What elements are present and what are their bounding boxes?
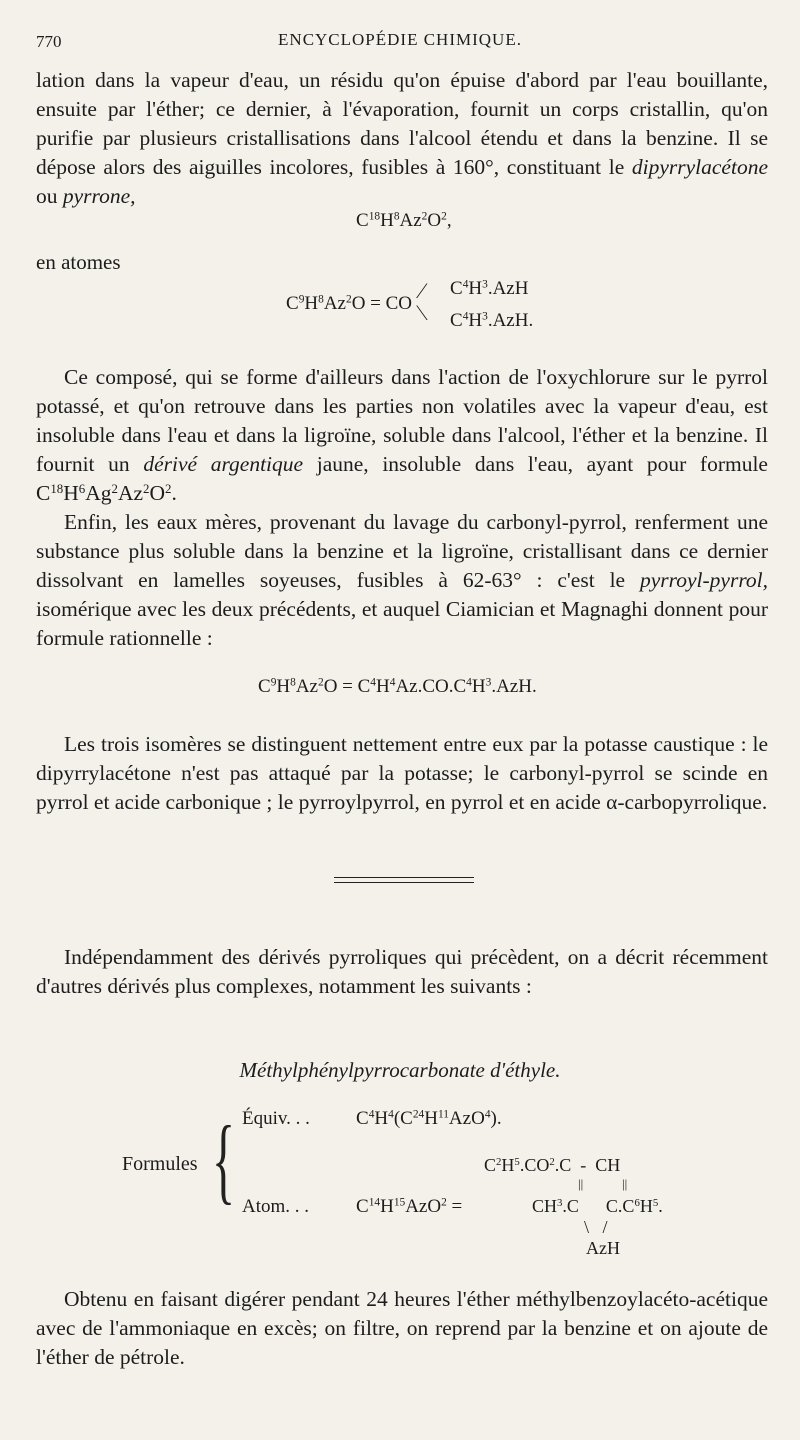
formules-label: Formules — [122, 1153, 198, 1175]
paragraph-6-text: Obtenu en faisant digérer pendant 24 heures l'éther méthylbenzoylacéto-acétique avec de l'ammoniaque en excès; on filtre, on reprend par la benzine et on ajoute de l'éther de pétrole. — [36, 1287, 768, 1369]
formula-equiv-pyrrone: $C^{18}H^8Az^2O^2$, — [356, 210, 452, 231]
section-title: Méthylphénylpyrrocarbonate d'éthyle. — [239, 1058, 561, 1082]
paragraph-1-mid: ou — [36, 184, 63, 208]
formula-atom-pyrrone-top: $C^4H^3.AzH$ — [450, 278, 529, 299]
running-title: ENCYCLOPÉDIE CHIMIQUE. — [278, 30, 522, 49]
paragraph-1 — [36, 66, 768, 211]
separator-rule-top — [334, 877, 474, 878]
struct-double-bond-left: || — [578, 1176, 584, 1191]
formules-brace: { — [212, 1106, 236, 1213]
term-pyrroyl-pyrrol: pyrroyl-pyrrol, — [640, 568, 768, 592]
struct-top-line: $C^2H^5.CO^2.C$ - CH — [484, 1155, 621, 1175]
paragraph-5-text: Indépendamment des dérivés pyrroliques qui précèdent, on a décrit récemment d'autres dérivés plus complexes, notamment les suivants : — [36, 945, 768, 998]
struct-ring-bonds: \ / — [584, 1217, 608, 1237]
equiv-formula: $C^4H^4(C^{24}H^{11}AzO^4)$. — [356, 1108, 502, 1129]
struct-mid-line: $CH^3.C$ $C.C^6H^5$. — [532, 1196, 663, 1216]
paragraph-3 — [36, 508, 768, 653]
paragraph-5 — [36, 943, 768, 1001]
term-dipyrrylacetone: dipyrrylacétone — [631, 155, 768, 179]
formula-atom-pyrrone-bottom: $C^4H^3.AzH$. — [450, 310, 534, 331]
atom-label: Atom. . . — [242, 1196, 310, 1217]
page-header — [36, 30, 764, 56]
separator-rule-bottom — [334, 882, 474, 883]
formula-pyrroylpyrrol: $C^9H^8Az^2O = C^4H^4Az.CO.C^4H^3.AzH$. — [258, 676, 537, 697]
formula-atom-pyrrone-left: $C^9H^8Az^2O$ = CO — [286, 293, 413, 314]
branch-up-mark: ⁄ — [420, 278, 424, 303]
term-pyrrone: pyrrone, — [62, 184, 136, 208]
paragraph-1-text: lation dans la vapeur d'eau, un résidu qu'on épuise d'abord par l'eau bouillante, ensuite par l'éther; ce dernier, à l'évaporation, fournit un corps cristallin, qu'on purifie par plusieurs cristallisations dans l'alcool étendu et dans la benzine. Il se dépose alors des aiguilles incolores, fusibles à 160°, constituant le — [36, 68, 768, 179]
equiv-label: Équiv. . . — [242, 1108, 310, 1129]
struct-bottom-azh: AzH — [586, 1238, 620, 1258]
struct-double-bond-right: || — [622, 1176, 628, 1191]
paragraph-2: Ce composé, qui se forme d'ailleurs dans l'action de l'oxychlorure sur le pyrrol potassé, et qu'on retrouve dans les parties non volatiles avec la vapeur d'eau, est insoluble dans l'eau et dans la ligroïne, soluble dans l'alcool, l'éther et la benzine. Il fournit un dérivé argentique jaune, insoluble dans l'eau, ayant pour formule $C^{18}H^6Ag^2Az^2O^2$. — [36, 365, 768, 505]
atom-formula: $C^{14}H^{15}AzO^2$ = — [356, 1196, 463, 1217]
paragraph-4-text: Les trois isomères se distinguent nettement entre eux par la potasse caustique : le dipyrrylacétone n'est pas attaqué par la potasse; le carbonyl-pyrrol se scinde en pyrrol et acide carbonique ; le pyrroylpyrrol, en pyrrol et en acide α-carbopyrrolique. — [36, 732, 768, 814]
paragraph-6 — [36, 1285, 768, 1372]
branch-down-mark: ⁄ — [420, 300, 424, 325]
paragraph-3-text2: isomérique avec les deux précédents, et auquel Ciamician et Magnaghi donnent pour formule rationnelle : — [36, 597, 768, 650]
paragraph-4 — [36, 730, 768, 817]
page-number: 770 — [36, 32, 62, 51]
term-derive-argentique: dérivé argentique — [143, 452, 304, 476]
paragraph-3-text1: Enfin, les eaux mères, provenant du lavage du carbonyl-pyrrol, renferment une substance plus soluble dans la benzine et la ligroïne, cristallisant dans ce dernier dissolvant en lamelles soyeuses, fusibles à 62-63° : c'est le — [36, 510, 768, 592]
en-atomes-label: en atomes — [36, 250, 121, 274]
